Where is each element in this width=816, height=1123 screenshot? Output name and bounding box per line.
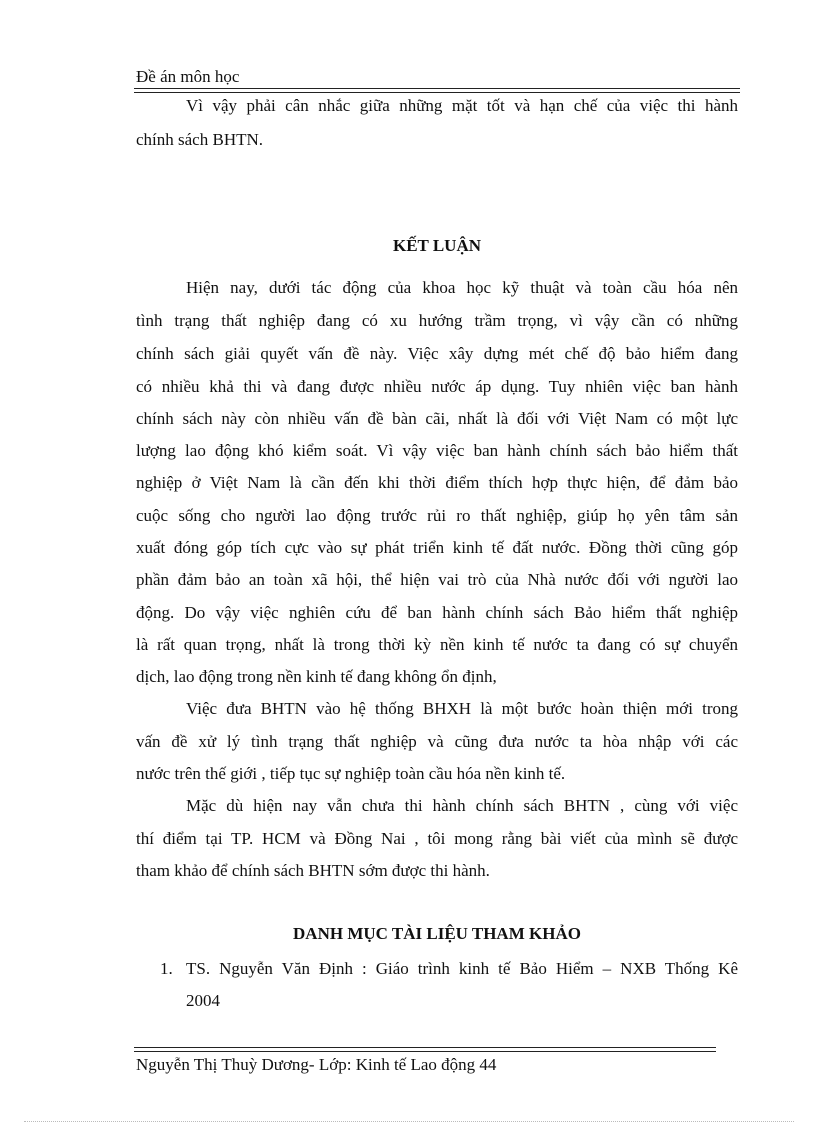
paragraph-line: chính sách này còn nhiều vấn đề bàn cãi, nhất là đối với Việt Nam có một lực (136, 409, 738, 428)
paragraph-line: dịch, lao động trong nền kinh tế đang không ổn định, (136, 667, 497, 686)
paragraph-line: thí điểm tại TP. HCM và Đồng Nai , tôi mong rằng bài viết của mình sẽ được (136, 829, 738, 848)
reference-line: TS. Nguyễn Văn Định : Giáo trình kinh tế Bảo Hiểm – NXB Thống Kê (186, 959, 738, 978)
paragraph-line: lượng lao động khó kiểm soát. Vì vậy việc ban hành chính sách bảo hiểm thất (136, 441, 738, 460)
conclusion-heading: KẾT LUẬN (392, 236, 481, 255)
reference-number: 1. (160, 959, 173, 978)
page-bottom-edge (24, 1121, 794, 1122)
paragraph-line: vấn đề xử lý tình trạng thất nghiệp và cũng đưa nước ta hòa nhập với các (136, 732, 738, 751)
paragraph-line: là rất quan trọng, nhất là trong thời kỳ nền kinh tế nước ta đang có sự chuyển (136, 635, 738, 654)
paragraph-line: Mặc dù hiện nay vẫn chưa thi hành chính sách BHTN , cùng với việc (186, 796, 738, 815)
paragraph-line: tình trạng thất nghiệp đang có xu hướng trầm trọng, vì vậy cần có những (136, 311, 738, 330)
footer-author: Nguyễn Thị Thuỳ Dương- Lớp: Kinh tế Lao động 44 (136, 1055, 497, 1074)
reference-line: 2004 (186, 991, 220, 1010)
references-heading: DANH MỤC TÀI LIỆU THAM KHẢO (293, 924, 581, 943)
header-divider (134, 88, 740, 93)
header-title: Đề án môn học (136, 67, 240, 86)
paragraph-line: Hiện nay, dưới tác động của khoa học kỹ thuật và toàn cầu hóa nên (186, 278, 738, 297)
paragraph-line: Việc đưa BHTN vào hệ thống BHXH là một bước hoàn thiện mới trong (186, 699, 738, 718)
footer-divider (134, 1047, 716, 1052)
paragraph-line: nghiệp ở Việt Nam là cần đến khi thời điểm thích hợp thực hiện, để đảm bảo (136, 473, 738, 492)
paragraph-line: động. Do vậy việc nghiên cứu để ban hành chính sách Bảo hiểm thất nghiệp (136, 603, 738, 622)
paragraph-line: nước trên thế giới , tiếp tục sự nghiệp toàn cầu hóa nền kinh tế. (136, 764, 566, 783)
intro-line: Vì vậy phải cân nhắc giữa những mặt tốt và hạn chế của việc thi hành (186, 96, 738, 115)
intro-line: chính sách BHTN. (136, 130, 264, 149)
paragraph-line: tham khảo để chính sách BHTN sớm được thi hành. (136, 861, 490, 880)
paragraph-line: có nhiều khả thi và đang được nhiều nước áp dụng. Tuy nhiên việc ban hành (136, 377, 738, 396)
paragraph-line: cuộc sống cho người lao động trước rủi ro thất nghiệp, giúp họ yên tâm sản (136, 506, 738, 525)
paragraph-line: xuất đóng góp tích cực vào sự phát triển kinh tế đất nước. Đồng thời cũng góp (136, 538, 738, 557)
paragraph-line: chính sách giải quyết vấn đề này. Việc xây dựng mét chế độ bảo hiểm đang (136, 344, 738, 363)
paragraph-line: phần đảm bảo an toàn xã hội, thể hiện vai trò của Nhà nước đối với người lao (136, 570, 738, 589)
